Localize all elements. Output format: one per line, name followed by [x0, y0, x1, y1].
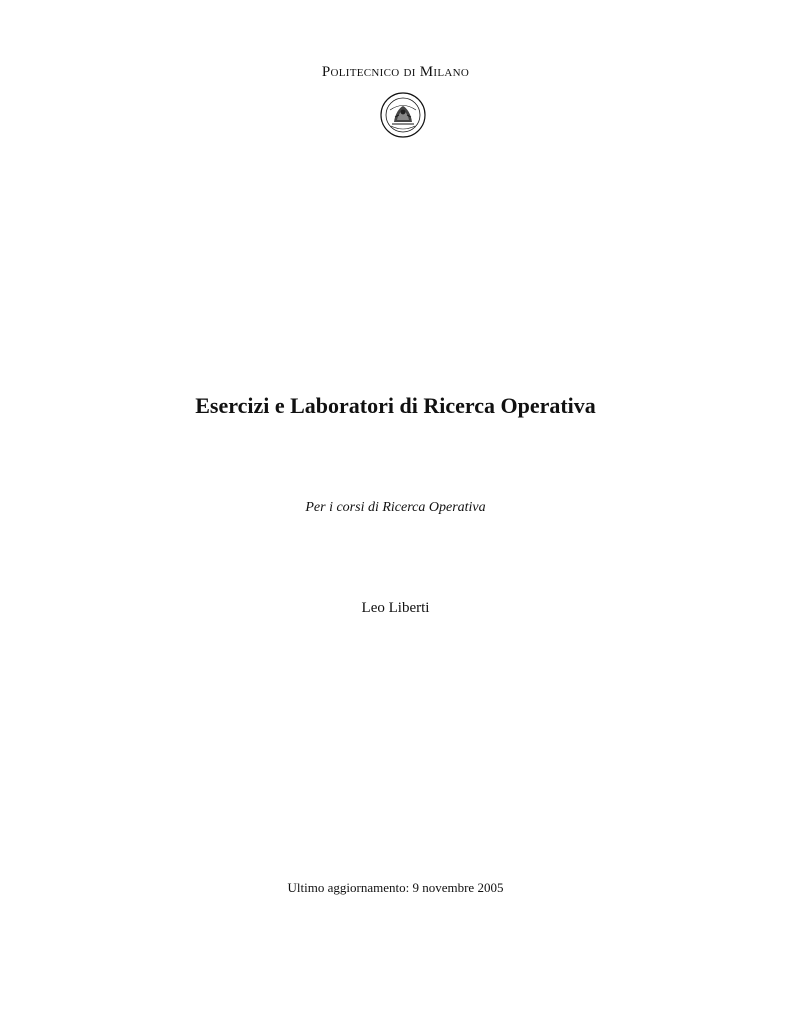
institution-name: Politecnico di Milano — [321, 64, 470, 80]
last-updated-date: Ultimo aggiornamento: 9 novembre 2005 — [287, 880, 504, 895]
document-title: Esercizi e Laboratori di Ricerca Operativa — [195, 393, 596, 418]
document-subtitle: Per i corsi di Ricerca Operativa — [305, 500, 486, 515]
author-name: Leo Liberti — [361, 600, 430, 616]
politecnico-seal-icon — [380, 92, 426, 138]
